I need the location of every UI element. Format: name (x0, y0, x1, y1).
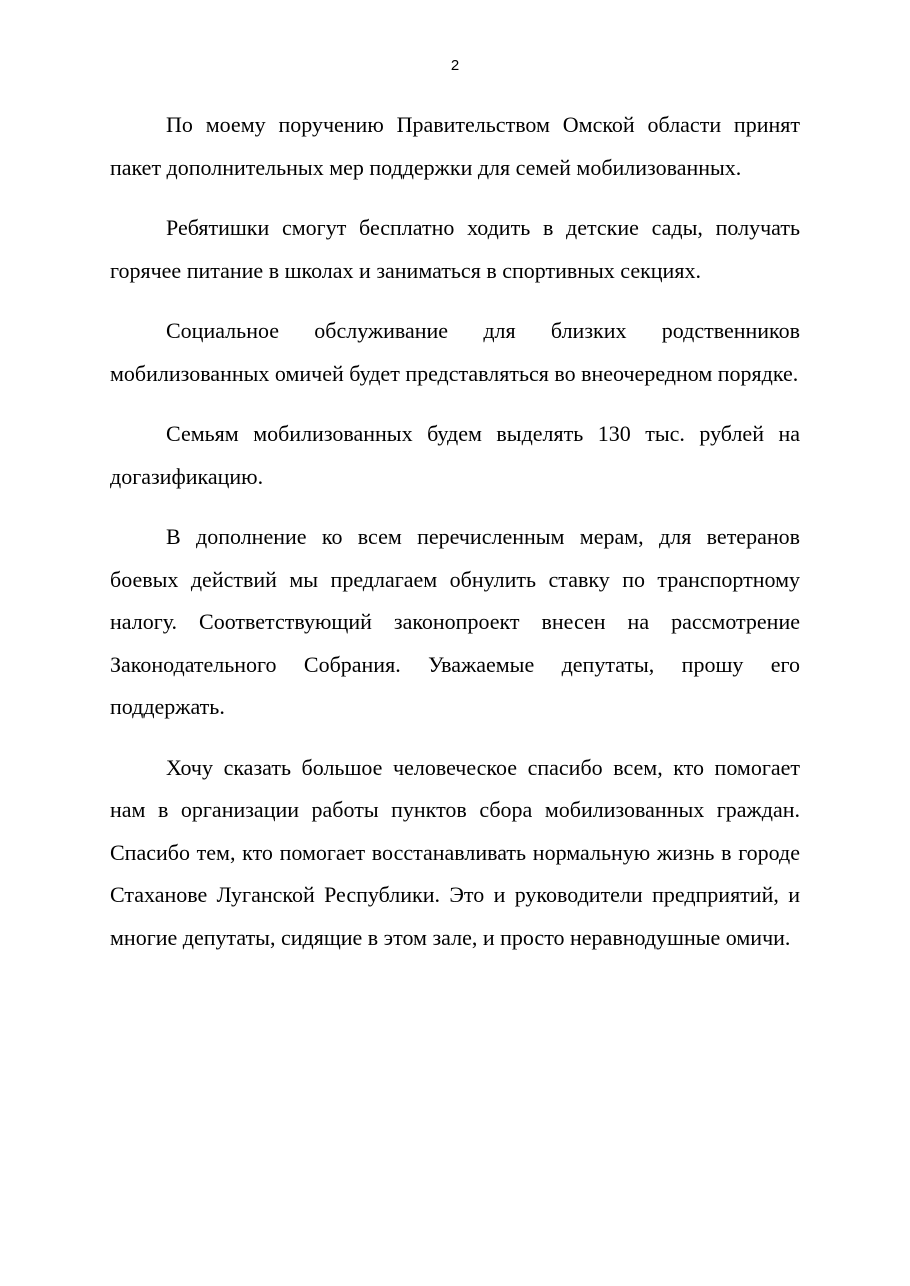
document-body (110, 104, 800, 977)
paragraph-transport-tax: В дополнение ко всем перечисленным мерам, для ветеранов боевых действий мы предлагаем обнулить ставку по транспортному налогу. Соответствующий законопроект внесен на рассмотрение Законодательного Собрания. Уважаемые депутаты, прошу его поддержать. (110, 524, 800, 719)
paragraph-social-services: Социальное обслуживание для близких родственников мобилизованных омичей будет представляться во внеочередном порядке. (110, 318, 800, 386)
paragraph-support-package: По моему поручению Правительством Омской области принят пакет дополнительных мер поддержки для семей мобилизованных. (110, 112, 800, 180)
paragraph-thanks: Хочу сказать большое человеческое спасибо всем, кто помогает нам в организации работы пунктов сбора мобилизованных граждан. Спасибо тем, кто помогает восстанавливать нормальную жизнь в городе Стаханове Луганской Республики. Это и руководители предприятий, и многие депутаты, сидящие в этом зале, и просто неравнодушные омичи. (110, 754, 800, 950)
paragraph-gasification: Семьям мобилизованных будем выделять 130 тыс. рублей на догазификацию. (110, 421, 800, 489)
paragraph-children-benefits: Ребятишки смогут бесплатно ходить в детские сады, получать горячее питание в школах и заниматься в спортивных секциях. (110, 215, 800, 283)
page-number: 2 (450, 57, 460, 74)
